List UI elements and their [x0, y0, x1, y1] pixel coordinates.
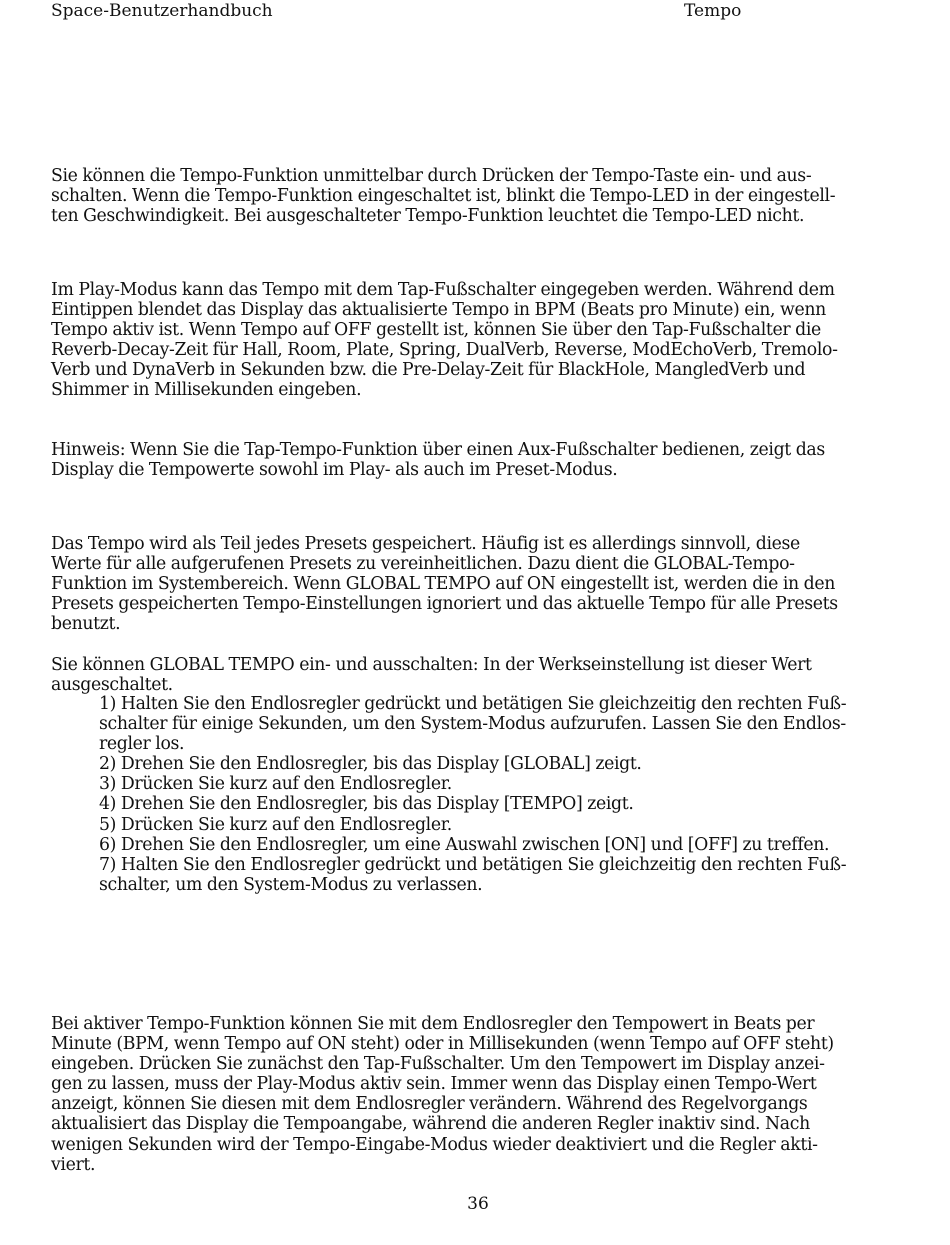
step-line: 6) Drehen Sie den Endlosregler, um eine Auswahl zwischen [ON] und [OFF] zu treffen.	[99, 834, 830, 855]
text-line: eingeben. Drücken Sie zunächst den Tap-Fußschalter. Um den Tempowert im Display anzei-	[51, 1054, 825, 1075]
text-line: Minute (BPM, wenn Tempo auf ON steht) oder in Millisekunden (wenn Tempo auf OFF steht)	[51, 1034, 834, 1055]
header-section-title: Tempo	[684, 1, 742, 21]
text-line: Hinweis: Wenn Sie die Tap-Tempo-Funktion über einen Aux-Fußschalter bedienen, zeigt das	[51, 440, 825, 460]
paragraph-global-tempo-switch	[51, 655, 903, 695]
text-line: Sie können die Tempo-Funktion unmittelbar durch Drücken der Tempo-Taste ein- und aus-	[51, 166, 812, 186]
paragraph-tempo-toggle	[51, 166, 903, 226]
step-line: regler los.	[99, 734, 185, 755]
steps-list	[99, 694, 899, 895]
text-line: Reverb-Decay-Zeit für Hall, Room, Plate, Spring, DualVerb, Reverse, ModEchoVerb, Tremolo-	[51, 340, 838, 361]
text-line: ten Geschwindigkeit. Bei ausgeschalteter Tempo-Funktion leuchtet die Tempo-LED nicht.	[51, 206, 805, 227]
text-line: Im Play-Modus kann das Tempo mit dem Tap-Fußschalter eingegeben werden. Während dem	[51, 280, 835, 300]
text-line: schalten. Wenn die Tempo-Funktion eingeschaltet ist, blinkt die Tempo-LED in der eingestell-	[51, 186, 836, 207]
text-line: Bei aktiver Tempo-Funktion können Sie mit dem Endlosregler den Tempowert in Beats per	[51, 1014, 815, 1034]
paragraph-global-tempo	[51, 534, 903, 634]
paragraph-tempo-encoder	[51, 1014, 903, 1175]
text-line: Verb und DynaVerb in Sekunden bzw. die Pre-Delay-Zeit für BlackHole, MangledVerb und	[51, 360, 806, 381]
paragraph-tap-tempo	[51, 280, 903, 401]
step-line: schalter für einige Sekunden, um den System-Modus aufzurufen. Lassen Sie den Endlos-	[99, 714, 846, 735]
step-line: 3) Drücken Sie kurz auf den Endlosregler.	[99, 774, 452, 795]
text-line: Shimmer in Millisekunden eingeben.	[51, 380, 362, 401]
paragraph-hint-aux-footswitch	[51, 440, 903, 480]
text-line: ausgeschaltet.	[51, 675, 173, 696]
step-line: 1) Halten Sie den Endlosregler gedrückt und betätigen Sie gleichzeitig den rechten Fuß-	[99, 694, 847, 714]
text-line: Sie können GLOBAL TEMPO ein- und ausschalten: In der Werkseinstellung ist dieser Wert	[51, 655, 812, 675]
step-line: 7) Halten Sie den Endlosregler gedrückt und betätigen Sie gleichzeitig den rechten Fuß-	[99, 854, 847, 875]
text-line: Tempo aktiv ist. Wenn Tempo auf OFF gestellt ist, können Sie über den Tap-Fußschalter die	[51, 320, 821, 341]
page-number: 36	[467, 1194, 489, 1214]
text-line: Eintippen blendet das Display das aktualisierte Tempo in BPM (Beats pro Minute) ein, wenn	[51, 300, 826, 321]
text-line: anzeigt, können Sie diesen mit dem Endlosregler verändern. Während des Regelvorgangs	[51, 1094, 808, 1115]
step-line: 4) Drehen Sie den Endlosregler, bis das Display [TEMPO] zeigt.	[99, 794, 634, 815]
text-line: Presets gespeicherten Tempo-Einstellungen ignoriert und das aktuelle Tempo für alle Presets	[51, 594, 838, 615]
step-line: 2) Drehen Sie den Endlosregler, bis das Display [GLOBAL] zeigt.	[99, 754, 642, 775]
text-line: Display die Tempowerte sowohl im Play- als auch im Preset-Modus.	[51, 460, 618, 481]
text-line: Funktion im Systembereich. Wenn GLOBAL TEMPO auf ON eingestellt ist, werden die in den	[51, 574, 836, 595]
text-line: aktualisiert das Display die Tempoangabe, während die anderen Regler inaktiv sind. Nach	[51, 1114, 810, 1135]
text-line: Das Tempo wird als Teil jedes Presets gespeichert. Häufig ist es allerdings sinnvoll, diese	[51, 534, 800, 554]
text-line: gen zu lassen, muss der Play-Modus aktiv sein. Immer wenn das Display einen Tempo-Wert	[51, 1074, 817, 1095]
text-line: wenigen Sekunden wird der Tempo-Eingabe-Modus wieder deaktiviert und die Regler akti-	[51, 1134, 818, 1155]
text-line: viert.	[51, 1154, 96, 1175]
text-line: Werte für alle aufgerufenen Presets zu vereinheitlichen. Dazu dient die GLOBAL-Tempo-	[51, 554, 795, 575]
step-line: schalter, um den System-Modus zu verlassen.	[99, 874, 483, 895]
text-line: benutzt.	[51, 614, 121, 635]
step-line: 5) Drücken Sie kurz auf den Endlosregler.	[99, 814, 452, 835]
header-document-title: Space-Benutzerhandbuch	[51, 1, 273, 21]
